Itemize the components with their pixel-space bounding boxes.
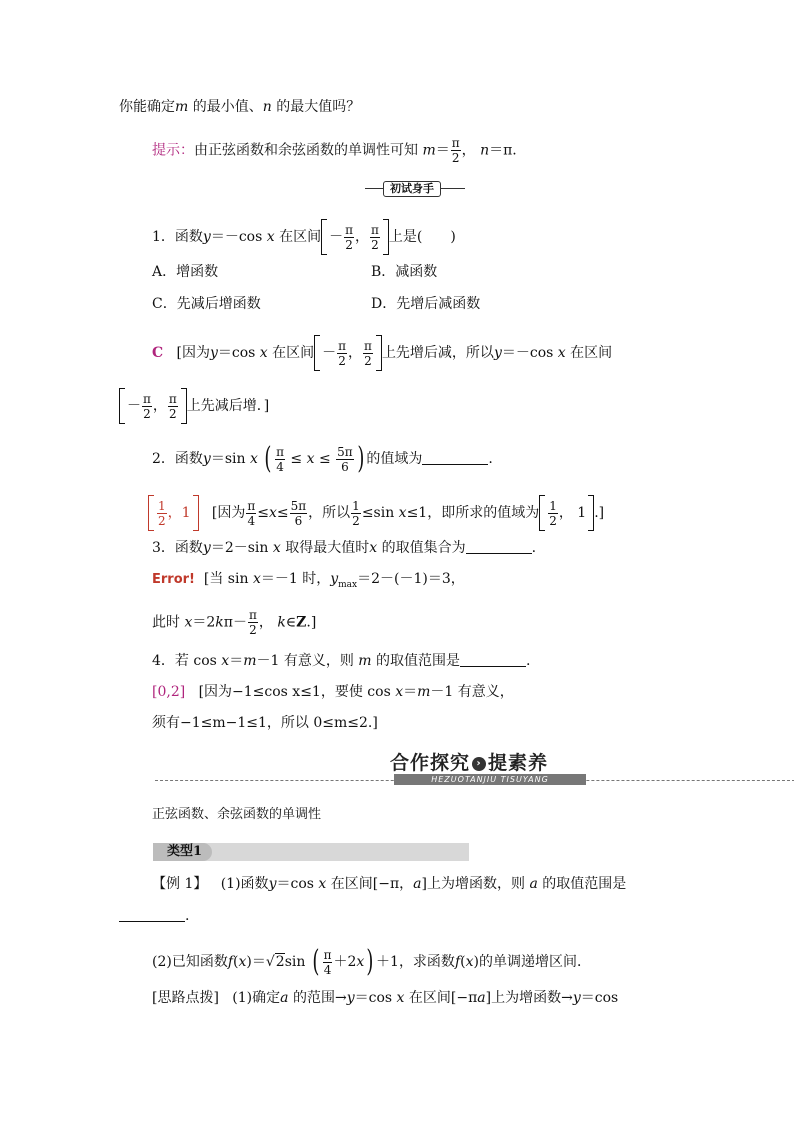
q1-stem: 1．函数y＝－cos x 在区间 － $\frac{\pi}{2}$ ， $\frac{\pi}{2}$ 上是( ) (152, 219, 456, 255)
q1-option-c: C．先减后增函数 (152, 296, 261, 312)
q4-stem: 4．若 cos x＝m－1 有意义，则 m 的取值范围是 . (152, 653, 531, 669)
section-tag-label: 初试身手 (383, 181, 441, 197)
q1-option-b: B．减函数 (371, 264, 438, 280)
q1-answer-line2: － $\frac{\pi}{2}$ ， $\frac{\pi}{2}$ 上先减后增．] (119, 388, 269, 424)
example-idea: [思路点拨] (1)确定a 的范围→y＝cos x 在区间[−πa]上为增函数→y＝cos (152, 990, 619, 1006)
type-bar (153, 843, 469, 861)
q4-answer-value: [0,2] (152, 684, 186, 700)
q2-stem: 2．函数y＝sin x ( $\frac{\pi}{4}$ ≤ x ≤ $\frac{5\pi}{6}$ ) 的值域为 . (152, 441, 493, 476)
example-part1: 【例 1】 (1)函数y＝cos x 在区间[−π，a]上为增函数，则 a 的取值范围是 (152, 876, 627, 892)
q1-answer-letter: C (152, 345, 164, 361)
q4-answer: [0,2] [因为−1≤cos x≤1，要使 cos x＝m－1 有意义， (152, 684, 514, 700)
q1-answer: C [因为y＝cos x 在区间 － $\frac{\pi}{2}$ ， $\frac{\pi}{2}$ 上先增后减，所以y＝－cos x 在区间 (152, 335, 612, 371)
q4-answer-line2: 须有−1≤m−1≤1，所以 0≤m≤2.] (152, 715, 378, 731)
q2-answer: $\frac{1}{2}$ ，1 [因为 $\frac{\pi}{4}$ ≤x≤ $\frac{5\pi}{6}$ ，所以 $\frac{1}{2}$ ≤sin x≤1，即所求的值域为 $\frac{1}{2}$ ， 1 .] (148, 495, 604, 531)
q1-option-d: D．先增后减函数 (371, 296, 481, 312)
section-tag (365, 181, 465, 197)
intro-question: 你能确定m 的最小值、n 的最大值吗？ (119, 99, 361, 115)
banner-title-b: 提素养 (488, 752, 549, 774)
banner-subtitle: HEZUOTANJIU TISUYANG (394, 774, 586, 785)
type-label: 类型1 (153, 843, 212, 861)
q3-answer: Error! [当 sin x＝－1 时，$y_{max}=2-(-1)=3$， (152, 571, 465, 590)
example-blank: . (119, 906, 189, 926)
banner-title-a: 合作探究 (390, 752, 471, 774)
arrow-icon: › (472, 757, 486, 771)
q1-option-a: A．增函数 (152, 264, 219, 280)
q3-answer-line2: 此时 x＝2kπ－ $\frac{\pi}{2}$ ， k∈Z.] (152, 608, 317, 637)
topic-title: 正弦函数、余弦函数的单调性 (152, 807, 322, 822)
hint-text: 由正弦函数和余弦函数的单调性可知 (194, 142, 418, 159)
error-label: Error! (152, 572, 195, 587)
example-part2: (2)已知函数f(x)＝√2sin ( $\frac{\pi}{4}$ ＋2x) ＋1，求函数f(x)的单调递增区间． (152, 944, 591, 979)
q3-stem: 3．函数y＝2－sin x 取得最大值时x 的取值集合为 . (152, 540, 537, 556)
intro-hint: 提示：由正弦函数和余弦函数的单调性可知 m＝ $\frac{\pi}{2}$ ， n＝π. (152, 136, 517, 165)
section-banner (390, 748, 588, 786)
hint-label: 提示： (152, 142, 194, 159)
